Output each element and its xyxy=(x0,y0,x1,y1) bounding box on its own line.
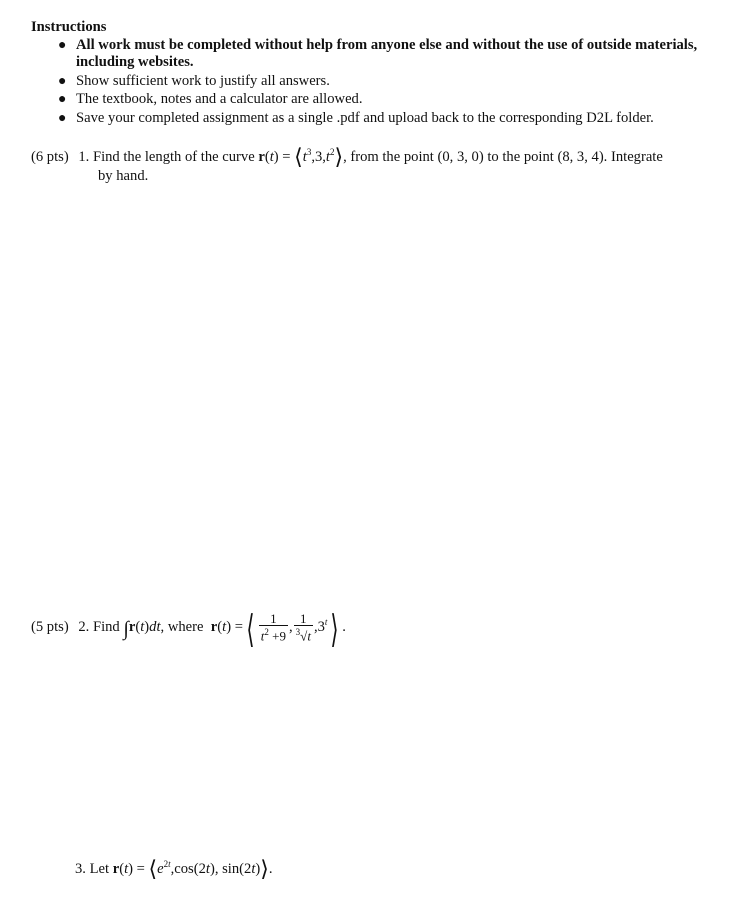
instruction-text: All work must be completed without help from anyone else and without the use of outside materials, including websites. xyxy=(76,37,698,70)
fraction: $\frac{1}{t^2 +9}$ xyxy=(260,611,287,644)
instruction-text: The textbook, notes and a calculator are allowed. xyxy=(76,91,363,107)
problem-text: Let xyxy=(89,861,110,877)
bullet-icon: ● xyxy=(58,110,67,126)
problem-points: (6 pts) xyxy=(31,149,69,165)
problem-text: Find xyxy=(92,619,120,635)
instruction-text: Save your completed assignment as a single .pdf and upload back to the corresponding D2L folder. xyxy=(76,109,654,126)
instruction-item xyxy=(58,37,698,71)
problem-number: 1. xyxy=(78,149,90,165)
instructions-heading: Instructions xyxy=(31,19,107,35)
instruction-item xyxy=(58,91,698,108)
bullet-icon: ● xyxy=(58,92,67,107)
problem-2 xyxy=(31,607,346,652)
bullet-icon: ● xyxy=(58,73,67,89)
problem-points: (5 pts) xyxy=(31,619,69,635)
problem-1 xyxy=(31,144,663,170)
instruction-text: Show sufficient work to justify all answers. xyxy=(76,72,330,89)
problem-1-continued xyxy=(98,168,148,185)
problem-formula: $r(t) = ⟨t^3,3,t^2⟩$ xyxy=(258,144,344,169)
problem-text: Find the length of the curve xyxy=(92,149,255,165)
instruction-item xyxy=(58,73,698,90)
problem-3 xyxy=(75,856,273,882)
problem-number: 2. xyxy=(78,619,90,635)
instruction-item xyxy=(58,110,698,127)
problem-text: , where xyxy=(160,619,204,635)
fraction: $\frac{1}{^3√t}$ xyxy=(295,611,311,644)
instructions-list xyxy=(58,37,698,128)
problem-text: by hand. xyxy=(98,168,149,184)
problem-text: , from the point (0, 3, 0) to the point (8, 3, 4). Integrate xyxy=(343,149,663,165)
problem-formula: r(t) =⟨ $\frac{1}{t^2 +9}$ , $\frac{1}{^3√t}$ ,3$^t$⟩ . xyxy=(210,609,346,651)
problem-formula: ∫r(t)dt xyxy=(123,618,161,640)
problem-formula: $r(t) = ⟨e^{2t},\cos(2t)$, sin(2t)⟩. xyxy=(112,856,273,881)
bullet-icon: ● xyxy=(58,38,67,53)
problem-number: 3. xyxy=(75,861,86,877)
